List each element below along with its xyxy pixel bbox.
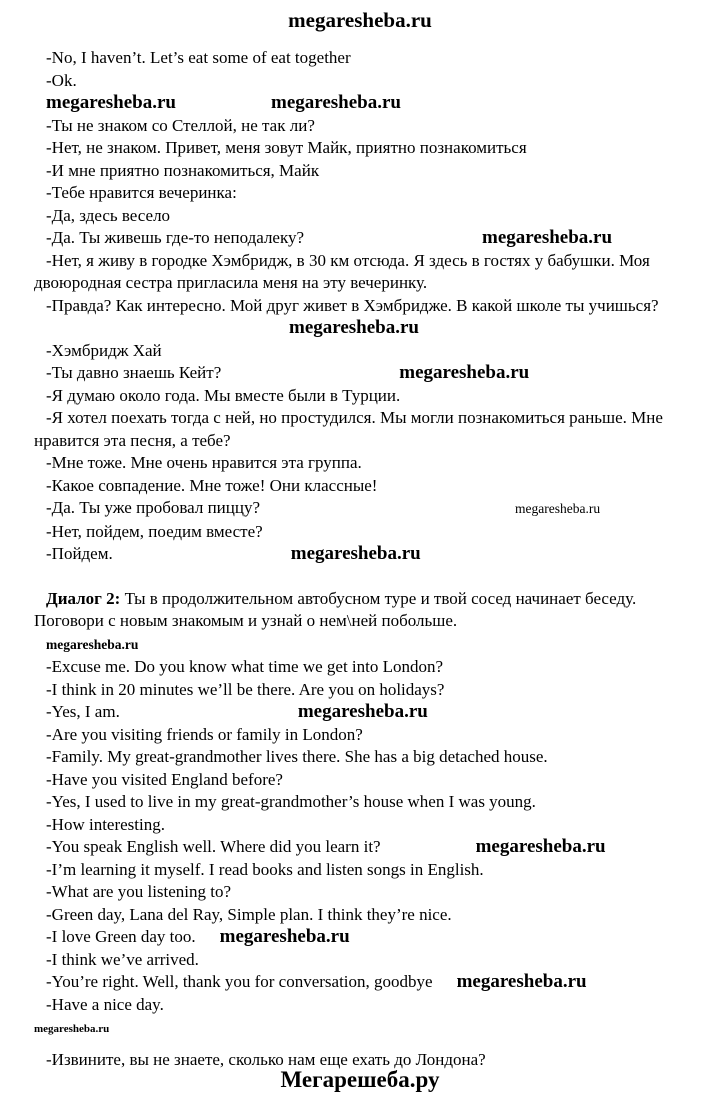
dialogue-line <box>34 47 686 70</box>
dialogue-line <box>34 205 686 228</box>
text-segment: -I think in 20 minutes we’ll be there. Are you on holidays? <box>46 679 445 699</box>
text-segment: -Family. My great-grandmother lives there. She has a big detached house. <box>46 747 548 766</box>
dialogue-line <box>34 926 686 949</box>
text-segment: Диалог 2: <box>46 588 121 608</box>
dialogue-line <box>34 791 686 814</box>
dialogue-line <box>34 115 686 138</box>
text-segment: Ты в продолжительном автобусном туре и твой сосед начинает беседу. Поговори с новым знакомым и узнай о нем\ней побольше. <box>34 588 637 630</box>
text-segment: -Excuse me. Do you know what time we get into London? <box>46 657 444 676</box>
dialogue-line <box>34 656 686 679</box>
text-segment: -Хэмбридж Хай <box>46 340 162 360</box>
watermark: megaresheba.ru <box>46 92 176 113</box>
text-segment: -Правда? Как интересно. Мой друг живет в Хэмбридже. В какой школе ты учишься? <box>46 295 659 315</box>
watermark: megaresheba.ru <box>290 543 421 564</box>
dialogue-line <box>34 971 686 994</box>
dialogue-line <box>34 250 686 295</box>
watermark: megaresheba.ru <box>475 836 606 857</box>
dialogue-line <box>34 497 686 521</box>
watermark: megaresheba.ru <box>515 501 601 516</box>
dialogue-line <box>34 452 686 475</box>
dialogue-line <box>34 724 686 747</box>
watermark: megaresheba.ru <box>271 92 401 113</box>
text-segment: -Да. Ты живешь где-то неподалеку? <box>46 228 305 247</box>
watermark-line <box>34 92 686 115</box>
dialogue-line <box>34 227 686 250</box>
watermark: megaresheba.ru <box>482 227 613 248</box>
watermark: megaresheba.ru <box>289 317 419 338</box>
text-segment: -Нет, не знаком. Привет, меня зовут Майк, приятно познакомиться <box>46 138 527 157</box>
dialogue-line <box>34 881 686 904</box>
dialogue-line <box>34 836 686 859</box>
footer-logo: Мегарешеба.ру <box>280 1067 440 1092</box>
task-description <box>34 588 686 633</box>
text-segment: -Извините, вы не знаете, сколько нам еще ехать до Лондона? <box>46 1049 486 1069</box>
text-segment: -Мне тоже. Мне очень нравится эта группа. <box>46 453 362 472</box>
watermark: megaresheba.ru <box>34 1023 110 1035</box>
text-segment: -Я думаю около года. Мы вместе были в Турции. <box>46 385 401 405</box>
text-segment: -Да, здесь весело <box>46 205 171 225</box>
text-segment: -How interesting. <box>46 814 165 834</box>
text-segment: -You’re right. Well, thank you for conversation, goodbye <box>46 972 433 991</box>
text-segment: -Нет, я живу в городке Хэмбридж, в 30 км отсюда. Я здесь в гостях у бабушки. Моя двоюродная сестра пригласила меня на эту вечеринку. <box>34 250 650 292</box>
text-segment: -Какое совпадение. Мне тоже! Они классные! <box>46 475 378 495</box>
text-segment: -Да. Ты уже пробовал пиццу? <box>46 498 261 517</box>
watermark: megaresheba.ru <box>297 701 428 722</box>
dialogue-line <box>34 521 686 544</box>
watermark: megaresheba.ru <box>399 362 530 383</box>
text-segment: -I love Green day too. <box>46 927 196 946</box>
text-segment: -I’m learning it myself. I read books and listen songs in English. <box>46 859 484 879</box>
dialogue-line <box>34 137 686 160</box>
text-segment: -И мне приятно познакомиться, Майк <box>46 160 320 180</box>
watermark: megaresheba.ru <box>46 636 139 652</box>
dialogue-line <box>34 70 686 93</box>
dialogue-line <box>34 543 686 566</box>
text-segment: -I think we’ve arrived. <box>46 949 199 969</box>
watermark: megaresheba.ru <box>456 971 587 992</box>
dialogue-line <box>34 814 686 837</box>
header-watermark: megaresheba.ru <box>288 8 432 32</box>
document-body <box>34 47 686 1071</box>
text-segment: -Нет, пойдем, поедим вместе? <box>46 521 263 541</box>
text-segment: -Have you visited England before? <box>46 769 283 789</box>
text-segment: -You speak English well. Where did you learn it? <box>46 837 381 856</box>
dialogue-line <box>34 769 686 792</box>
dialogue-line <box>34 407 686 452</box>
dialogue-line <box>34 340 686 363</box>
dialogue-line <box>34 475 686 498</box>
dialogue-line <box>34 904 686 927</box>
dialogue-line <box>34 160 686 183</box>
text-segment: -No, I haven’t. Let’s eat some of eat together <box>46 48 351 67</box>
text-segment: -Ты не знаком со Стеллой, не так ли? <box>46 115 315 135</box>
text-segment: -What are you listening to? <box>46 882 232 901</box>
text-segment: -Ok. <box>46 70 77 90</box>
dialogue-line <box>34 701 686 724</box>
watermark-line <box>34 633 686 657</box>
text-segment: -Yes, I used to live in my great-grandmother’s house when I was young. <box>46 792 536 811</box>
watermark: megaresheba.ru <box>219 926 350 947</box>
dialogue-line <box>34 994 686 1017</box>
text-segment: -Пойдем. <box>46 544 113 563</box>
dialogue-line <box>34 746 686 769</box>
dialogue-line <box>34 679 686 702</box>
dialogue-line <box>34 385 686 408</box>
text-segment: -Are you visiting friends or family in London? <box>46 724 363 744</box>
text-segment: -Я хотел поехать тогда с ней, но простудился. Мы могли познакомиться раньше. Мне нравится эта песня, а тебе? <box>34 408 663 450</box>
watermark-line <box>34 1016 686 1041</box>
text-segment: -Have a nice day. <box>46 994 164 1014</box>
dialogue-line <box>34 949 686 972</box>
dialogue-line <box>34 182 686 205</box>
text-segment: -Green day, Lana del Ray, Simple plan. I think they’re nice. <box>46 904 452 924</box>
dialogue-line <box>34 362 686 385</box>
text-segment: -Ты давно знаешь Кейт? <box>46 363 222 382</box>
text-segment: -Yes, I am. <box>46 702 120 721</box>
text-segment: -Тебе нравится вечеринка: <box>46 183 237 202</box>
dialogue-line <box>34 859 686 882</box>
dialogue-line <box>34 295 686 340</box>
